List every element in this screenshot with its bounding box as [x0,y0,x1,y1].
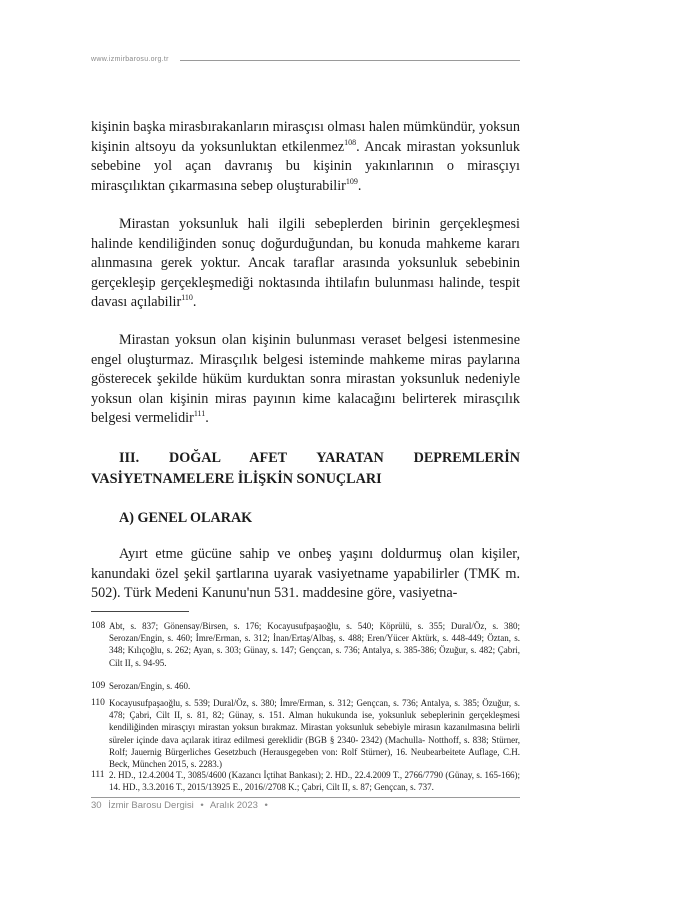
subsection-heading: A) GENEL OLARAK [119,510,253,526]
footnote-number: 108 [91,621,106,631]
page-footer [91,800,276,811]
footnote-text: Abt, s. 837; Gönensay/Birsen, s. 176; Kocayusufpaşaoğlu, s. 540; Köprülü, s. 355; Dural/Öz, s. 380; Serozan/Engin, s. 460; İmre/Erman, s. 312; İnan/Ertaş/Albaş, s. 488; Eren/Yücer Aktürk, s. 448-449; Öztan, s. 348; Kılıçoğlu, s. 262; Ayan, s. 303; Günay, s. 147; Gençcan, s. 736; Antalya, s. 385-386; Özuğur, s. 482; Çabri, Cilt II, s. 94-95. [109,621,520,668]
paragraph-2: Mirastan yoksunluk hali ilgili sebeplerden birinin gerçekleşmesi halinde kendiliğinden sonuç doğurduğundan, bu konuda mahkeme kararı alınmasına gerek yoktur. Ancak taraflar arasında yoksunluk sebebinin gerçekleşip gerçekleşmediği noktasında ihtilafın bulunması halinde, tespit davası açılabilir$^{110}$. [91,216,520,311]
header-rule [180,60,520,61]
footnote-ref-110[interactable]: 110 [181,293,193,303]
footnote-111 [91,769,520,793]
paragraph-1-cont: . Ancak mirastan yoksunluk sebebine yol açan davranış bu kişinin yakınlarının o mirasçıyı mirasçılıktan çıkarmasına sebep oluşturabilir [91,138,520,194]
footnote-text: Kocayusufpaşaoğlu, s. 539; Dural/Öz, s. 380; İmre/Erman, s. 312; Gençcan, s. 736; Antalya, s. 385; Özuğur, s. 478; Çabri, Cilt II, s. 81, 82; Günay, s. 151. Alman hukukunda ise, yoksunluk sebeplerinin gerçekleşmesi kendiliğinden mirasçıyı mirastan yoksun bırakmaz. Mirastan yoksunluk sebebiyle mirasın kazanılmasına belirli süreler içinde dava açılarak itiraz edilmesi gereklidir (BGB § 2340- 2342) (Machulla- Notthoff, s. 838; Stürner, Rolf; Jauernig Bürgerliches Gesetzbuch (Herausgegeben von: Rolf Stürner), 16. Neubearbeitete Auflage, C.H. Beck, München 2015, s. 2283.) [109,698,520,770]
footnote-109 [91,680,520,692]
footnote-ref-109[interactable]: 109 [345,176,358,186]
footnote-number: 109 [91,681,106,691]
footnote-ref-111[interactable]: 111 [193,409,206,419]
footnote-108 [91,620,520,669]
paragraph-1-text: kişinin başka mirasbırakanların mirasçısı olması halen mümkündür, yoksun kişinin altsoyu da yoksunluktan etkilenmez [91,119,520,155]
footnote-110 [91,697,520,770]
footer-rule [91,797,520,798]
section-heading: III. DOĞAL AFET YARATAN DEPREMLERİN VASİYETNAMELERE İLİŞKİN SONUÇLARI [91,450,520,487]
footer-separator: • [200,800,204,811]
footnote-text: 2. HD., 12.4.2004 T., 3085/4600 (Kazancı İçtihat Bankası); 2. HD., 22.4.2009 T., 2766/7790 (Günay, s. 165-166); 14. HD., 3.3.2016 T., 2015/13925 E., 2016//2708 K.; Çabri, Cilt II, s. 87; Gençcan, s. 737. [109,770,520,793]
header-url: www.izmirbarosu.org.tr [91,56,169,63]
paragraph-4: Ayırt etme gücüne sahip ve onbeş yaşını doldurmuş olan kişiler, kanundaki özel şekil şartlarına uyarak vasiyetname yapabilirler (TMK m. 502). Türk Medeni Kanunu'nun 531. maddesine göre, vasiyetna- [91,546,520,602]
footnote-text: Serozan/Engin, s. 460. [109,681,191,691]
page-number: 30 [91,800,102,811]
footer-trail: • [264,800,268,811]
paragraph-3: Mirastan yoksun olan kişinin bulunması veraset belgesi istenmesine engel oluşturmaz. Mirasçılık belgesi isteminde mahkeme miras paylarına gösterecek şekilde hüküm kurduktan sonra mirastan yoksunluk nedeniyle yoksun olan kişinin miras payının kime kalacağını belirterek mirasçılık belgesi vermelidir$^{111}$. [91,332,520,427]
paragraph-2-text: Mirastan yoksunluk hali ilgili sebeplerden birinin gerçekleşmesi halinde kendiliğinden sonuç doğurduğundan, bu konuda mahkeme kararı alınmasına gerek yoktur. Ancak taraflar arasında yoksunluk sebebinin gerçekleşip gerçekleşmediği noktasında ihtilafın bulunması halinde, tespit davası açılabilir [91,216,520,311]
journal-title: İzmir Barosu Dergisi [108,800,194,811]
paragraph-1: kişinin başka mirasbırakanların mirasçısı olması halen mümkündür, yoksun kişinin altsoyu da yoksunluktan etkilenmez$^{108}$. Ancak mirastan yoksunluk sebebine yol açan davranış bu kişinin yakınlarının o mirasçıyı mirasçılıktan çıkarmasına sebep oluşturabilir$^{109}$. [91,119,520,194]
footnote-ref-108[interactable]: 108 [344,137,357,147]
footnote-number: 111 [91,770,105,780]
footnote-rule [91,611,189,612]
footnote-number: 110 [91,698,105,708]
paragraph-3-text: Mirastan yoksun olan kişinin bulunması veraset belgesi istenmesine engel oluşturmaz. Mirasçılık belgesi isteminde mahkeme miras paylarına gösterecek şekilde hüküm kurduktan sonra mirastan yoksunluk nedeniyle yoksun olan kişinin miras payının kime kalacağını belirterek mirasçılık belgesi vermelidir [91,332,520,427]
issue-date: Aralık 2023 [209,800,258,811]
